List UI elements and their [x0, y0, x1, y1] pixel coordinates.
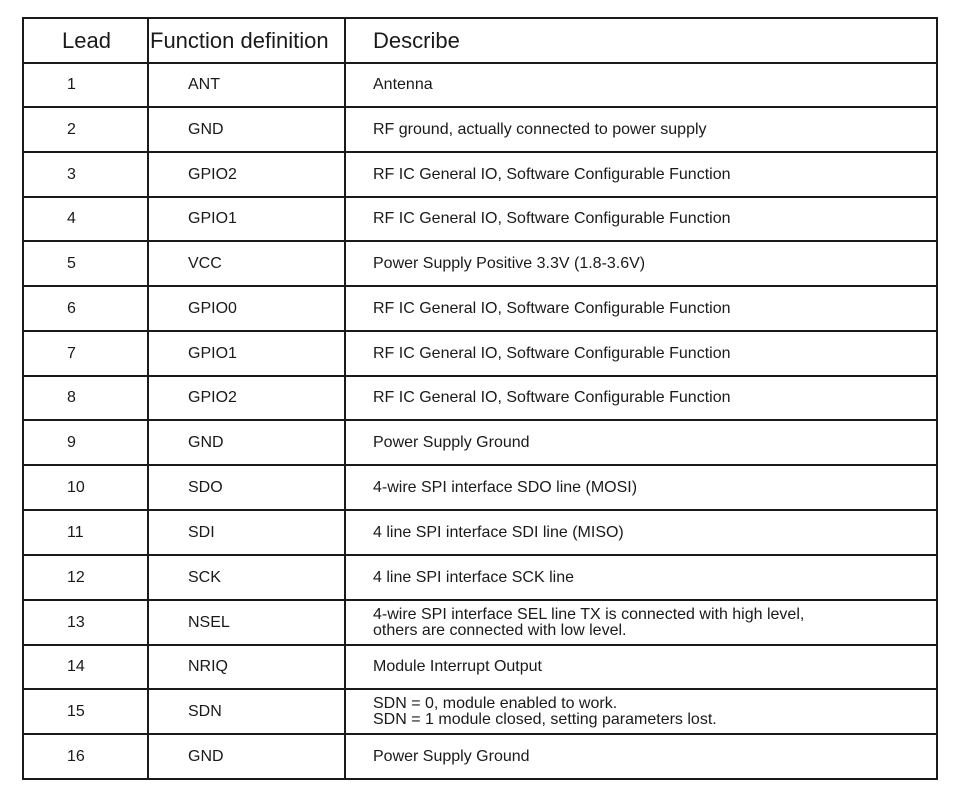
table-row	[23, 689, 937, 734]
table-row	[23, 734, 937, 779]
function-cell: GPIO2	[148, 152, 345, 197]
function-cell: GPIO1	[148, 197, 345, 241]
lead-cell: 16	[23, 734, 148, 779]
describe-cell: 4 line SPI interface SDI line (MISO)	[345, 510, 937, 555]
table-row	[23, 63, 937, 107]
lead-cell: 13	[23, 600, 148, 645]
describe-cell: RF IC General IO, Software Configurable Function	[345, 197, 937, 241]
describe-cell: 4 line SPI interface SCK line	[345, 555, 937, 600]
lead-cell: 14	[23, 645, 148, 689]
table-row	[23, 152, 937, 197]
describe-cell: RF IC General IO, Software Configurable Function	[345, 376, 937, 420]
function-cell: SCK	[148, 555, 345, 600]
function-cell: ANT	[148, 63, 345, 107]
table-row	[23, 645, 937, 689]
lead-cell: 15	[23, 689, 148, 734]
table-header-row	[23, 18, 937, 63]
function-cell: SDN	[148, 689, 345, 734]
function-cell: NRIQ	[148, 645, 345, 689]
header-describe: Describe	[345, 18, 937, 63]
describe-cell: Power Supply Ground	[345, 420, 937, 465]
header-function-definition: Function definition	[148, 18, 345, 63]
function-cell: GND	[148, 107, 345, 152]
pin-definition-table	[22, 17, 938, 780]
lead-cell: 11	[23, 510, 148, 555]
table-row	[23, 465, 937, 510]
table-row	[23, 331, 937, 376]
describe-cell: Power Supply Positive 3.3V (1.8-3.6V)	[345, 241, 937, 286]
function-cell: GPIO1	[148, 331, 345, 376]
table-row	[23, 107, 937, 152]
function-cell: GPIO2	[148, 376, 345, 420]
lead-cell: 8	[23, 376, 148, 420]
table-row	[23, 555, 937, 600]
table-row	[23, 197, 937, 241]
describe-cell: RF ground, actually connected to power supply	[345, 107, 937, 152]
lead-cell: 6	[23, 286, 148, 331]
describe-cell: Antenna	[345, 63, 937, 107]
function-cell: GND	[148, 734, 345, 779]
lead-cell: 2	[23, 107, 148, 152]
lead-cell: 7	[23, 331, 148, 376]
lead-cell: 10	[23, 465, 148, 510]
lead-cell: 4	[23, 197, 148, 241]
table-row	[23, 420, 937, 465]
describe-cell: 4-wire SPI interface SDO line (MOSI)	[345, 465, 937, 510]
table-row	[23, 376, 937, 420]
describe-cell: RF IC General IO, Software Configurable Function	[345, 331, 937, 376]
function-cell: NSEL	[148, 600, 345, 645]
describe-cell: RF IC General IO, Software Configurable Function	[345, 286, 937, 331]
function-cell: SDI	[148, 510, 345, 555]
describe-cell: RF IC General IO, Software Configurable Function	[345, 152, 937, 197]
lead-cell: 3	[23, 152, 148, 197]
table-row	[23, 241, 937, 286]
header-lead: Lead	[23, 18, 148, 63]
function-cell: VCC	[148, 241, 345, 286]
lead-cell: 12	[23, 555, 148, 600]
table-row	[23, 510, 937, 555]
function-cell: SDO	[148, 465, 345, 510]
lead-cell: 9	[23, 420, 148, 465]
describe-cell: 4-wire SPI interface SEL line TX is connected with high level, others are connected with low level.	[345, 600, 937, 645]
describe-cell: Power Supply Ground	[345, 734, 937, 779]
table-row	[23, 600, 937, 645]
describe-cell: SDN = 0, module enabled to work. SDN = 1 module closed, setting parameters lost.	[345, 689, 937, 734]
function-cell: GND	[148, 420, 345, 465]
function-cell: GPIO0	[148, 286, 345, 331]
describe-cell: Module Interrupt Output	[345, 645, 937, 689]
lead-cell: 1	[23, 63, 148, 107]
lead-cell: 5	[23, 241, 148, 286]
table-row	[23, 286, 937, 331]
